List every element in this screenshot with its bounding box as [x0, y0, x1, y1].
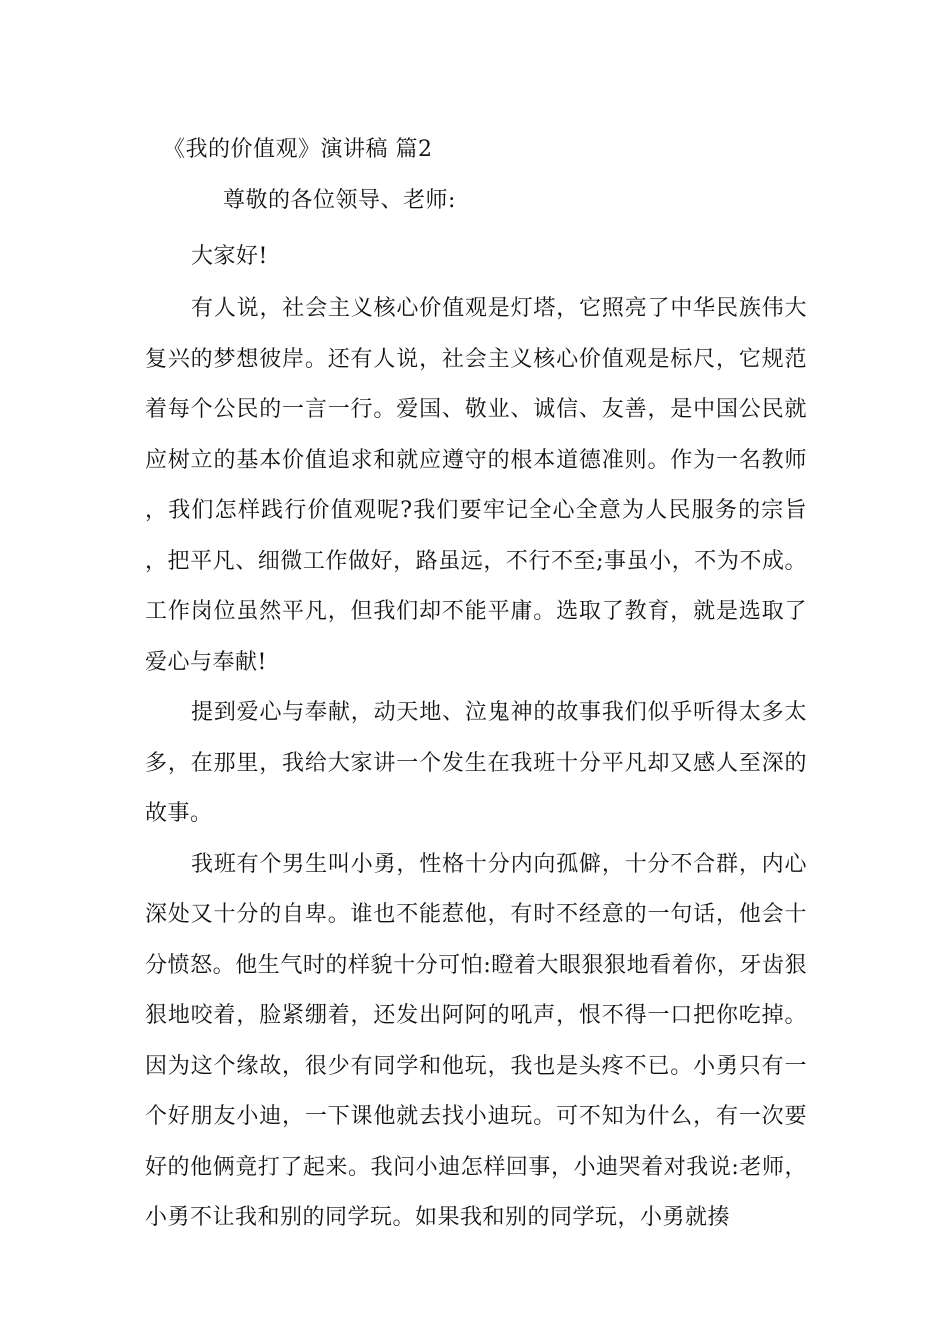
- paragraph-values: 有人说，社会主义核心价值观是灯塔，它照亮了中华民族伟大复兴的梦想彼岸。还有人说，社会主义核心价值观是标尺，它规范着每个公民的一言一行。爱国、敬业、诚信、友善，是中国公民就应树立的基本价值追求和就应遵守的根本道德准则。作为一名教师，我们怎样践行价值观呢?我们要牢记全心全意为人民服务的宗旨，把平凡、细微工作做好，路虽远，不行不至;事虽小，不为不成。工作岗位虽然平凡，但我们却不能平庸。选取了教育，就是选取了爱心与奉献!: [145, 296, 807, 675]
- document-body: [145, 128, 807, 1244]
- paragraph-xiaoyong-story: 我班有个男生叫小勇，性格十分内向孤僻，十分不合群，内心深处又十分的自卑。谁也不能惹他，有时不经意的一句话，他会十分愤怒。他生气时的样貌十分可怕:瞪着大眼狠狠地看着你，牙齿狠狠地咬着，脸紧绷着，还发出阿阿的吼声，恨不得一口把你吃掉。因为这个缘故，很少有同学和他玩，我也是头疼不已。小勇只有一个好朋友小迪，一下课他就去找小迪玩。可不知为什么，有一次要好的他俩竟打了起来。我问小迪怎样回事，小迪哭着对我说:老师，小勇不让我和别的同学玩。如果我和别的同学玩，小勇就揍: [145, 851, 807, 1230]
- paragraph-story-intro: 提到爱心与奉献，动天地、泣鬼神的故事我们似乎听得太多太多，在那里，我给大家讲一个发生在我班十分平凡却又感人至深的故事。: [145, 700, 807, 826]
- greeting: 大家好!: [191, 244, 268, 269]
- document-title: 《我的价值观》演讲稿 篇2: [163, 137, 433, 162]
- salutation: 尊敬的各位领导、老师:: [223, 188, 456, 213]
